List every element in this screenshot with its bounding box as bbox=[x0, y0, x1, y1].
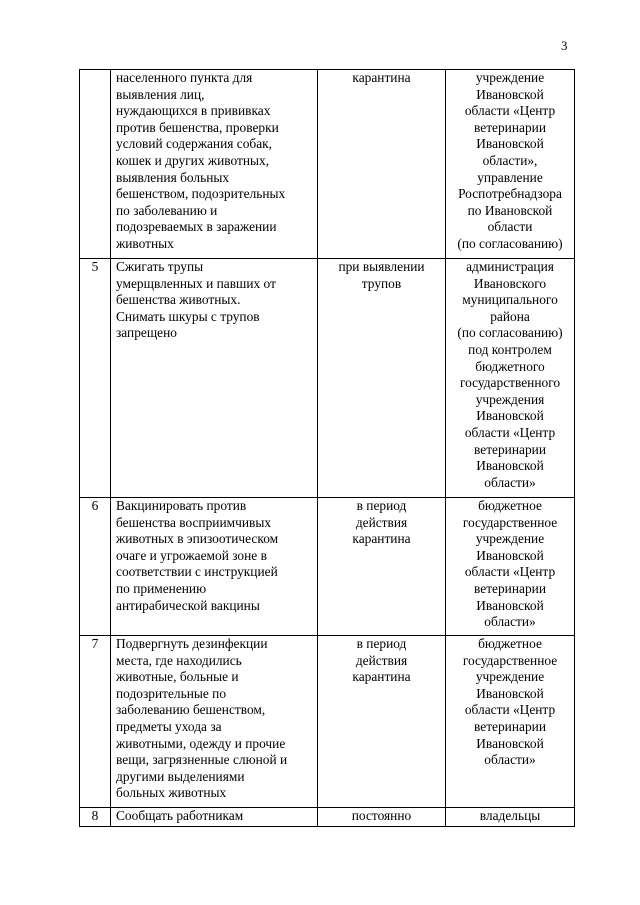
measures-table bbox=[79, 69, 575, 827]
measure-text-cell: Сообщать работникам bbox=[111, 808, 318, 827]
term-cell: постоянно bbox=[318, 808, 446, 827]
term-cell: при выявлении трупов bbox=[318, 259, 446, 498]
measure-text-cell: населенного пункта для выявления лиц, нуждающихся в прививках против бешенства, проверки условий содержания собак, кошек и других животных, выявления больных бешенством, подозрительных по заболеванию и подозреваемых в заражении животных bbox=[111, 70, 318, 259]
term-cell: в период действия карантина bbox=[318, 636, 446, 808]
responsible-cell: бюджетное государственное учреждение Ивановской области «Центр ветеринарии Ивановской области» bbox=[446, 636, 575, 808]
page-number: 3 bbox=[561, 38, 568, 53]
table-row-7 bbox=[80, 636, 575, 808]
row-number-cell: 8 bbox=[80, 808, 111, 827]
table-row-6 bbox=[80, 498, 575, 636]
table-row-continued bbox=[80, 70, 575, 259]
measure-text-cell: Сжигать трупы умерщвленных и павших от бешенства животных. Снимать шкуры с трупов запрещено bbox=[111, 259, 318, 498]
measure-text-cell: Вакцинировать против бешенства восприимчивых животных в эпизоотическом очаге и угрожаемой зоне в соответствии с инструкцией по применению антирабической вакцины bbox=[111, 498, 318, 636]
row-number-cell: 6 bbox=[80, 498, 111, 636]
row-number-cell: 7 bbox=[80, 636, 111, 808]
table-row-5 bbox=[80, 259, 575, 498]
responsible-cell: учреждение Ивановской области «Центр ветеринарии Ивановской области», управление Роспотребнадзора по Ивановской области (по согласованию) bbox=[446, 70, 575, 259]
responsible-cell: бюджетное государственное учреждение Ивановской области «Центр ветеринарии Ивановской области» bbox=[446, 498, 575, 636]
row-number-cell bbox=[80, 70, 111, 259]
responsible-cell: владельцы bbox=[446, 808, 575, 827]
measure-text-cell: Подвергнуть дезинфекции места, где находились животные, больные и подозрительные по заболеванию бешенством, предметы ухода за животными, одежду и прочие вещи, загрязненные слюной и другими выделениями больных животных bbox=[111, 636, 318, 808]
responsible-cell: администрация Ивановского муниципального района (по согласованию) под контролем бюджетного государственного учреждения Ивановской области «Центр ветеринарии Ивановской области» bbox=[446, 259, 575, 498]
row-number-cell: 5 bbox=[80, 259, 111, 498]
term-cell: в период действия карантина bbox=[318, 498, 446, 636]
table-row-8 bbox=[80, 808, 575, 827]
term-cell: карантина bbox=[318, 70, 446, 259]
